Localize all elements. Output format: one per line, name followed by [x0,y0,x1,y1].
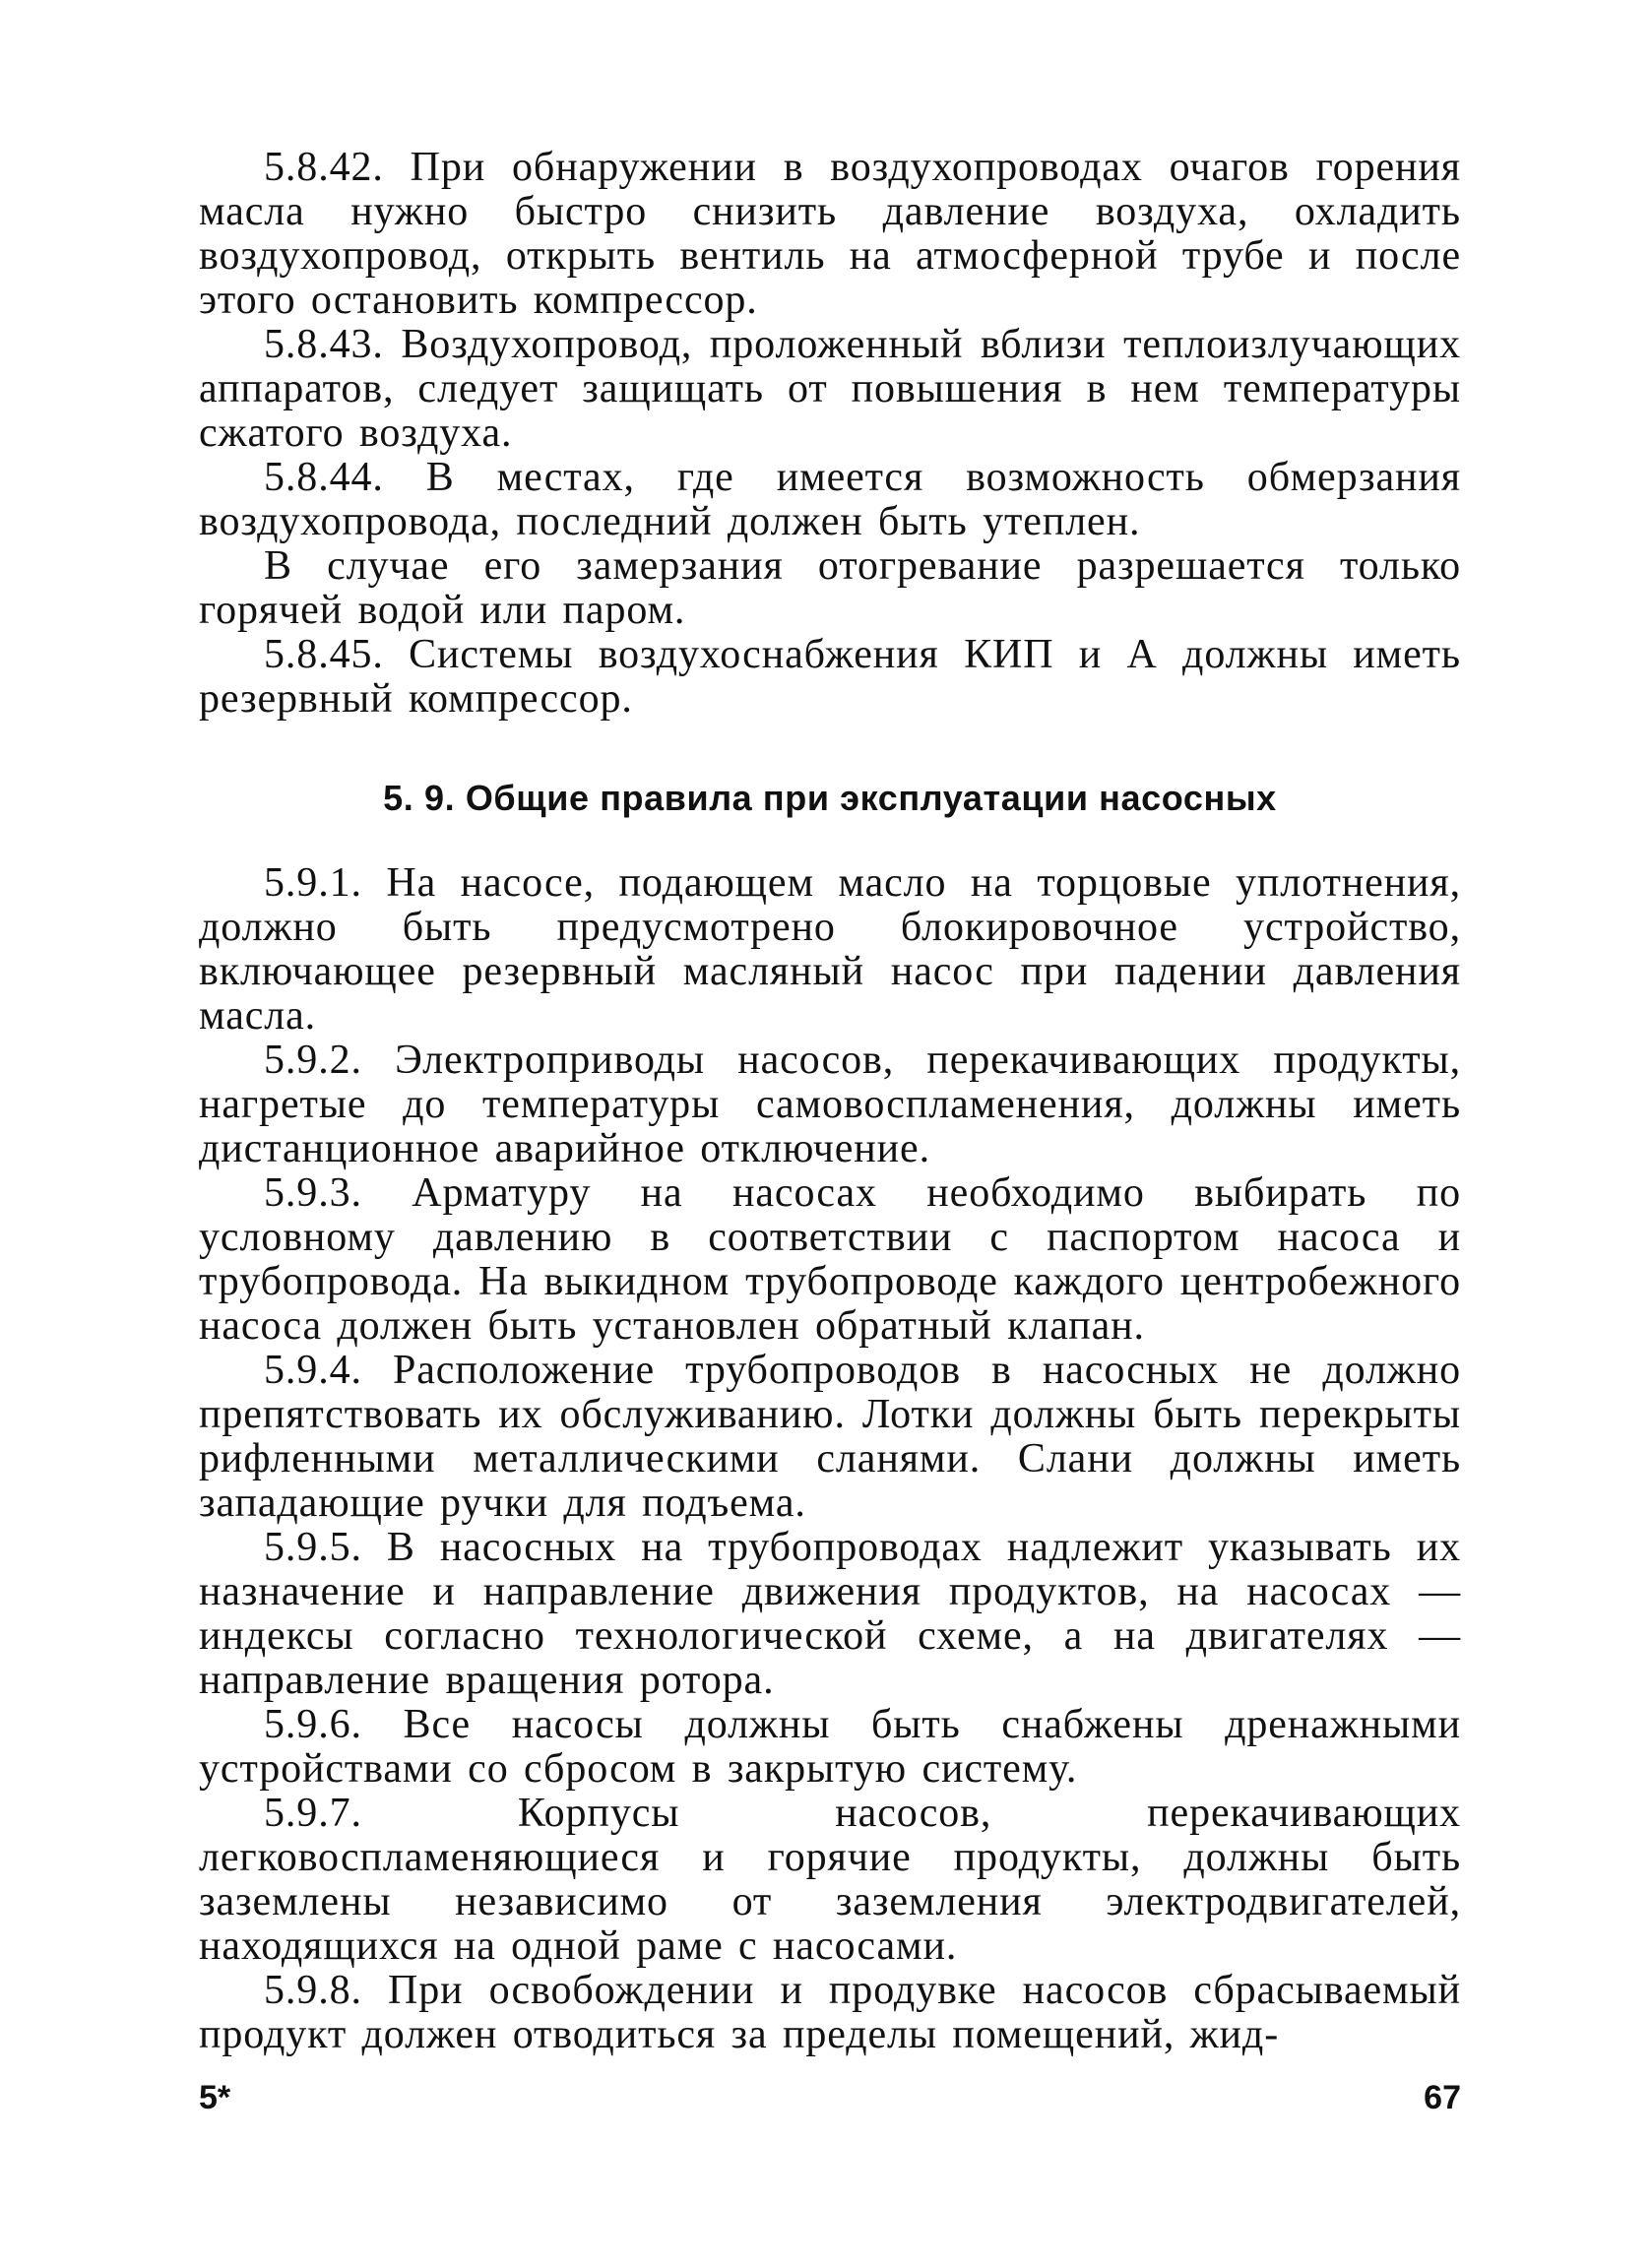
paragraph-5-9-1: 5.9.1. На насосе, подающем масло на торцовые уплотнения, должно быть предусмотрено блокировочное устройство, включающее резервный масляный насос при падении давления масла. [199,860,1461,1039]
paragraph-5-9-6: 5.9.6. Все насосы должны быть снабжены дренажными устройствами со сбросом в закрытую систему. [199,1702,1461,1792]
paragraph-5-9-8: 5.9.8. При освобождении и продувке насосов сбрасываемый продукт должен отводиться за пределы помещений, жид- [199,1968,1461,2057]
paragraph-5-8-42: 5.8.42. При обнаружении в воздухопроводах очагов горения масла нужно быстро снизить давление воздуха, охладить воздухопровод, открыть вентиль на атмосферной трубе и после этого остановить компрессор. [199,145,1461,323]
signature-mark: 5* [199,2079,231,2116]
section-title: 5. 9. Общие правила при эксплуатации насосных [383,778,1277,818]
paragraph-5-9-5: 5.9.5. В насосных на трубопроводах надлежит указывать их назначение и направление движения продуктов, на насосах — индексы согласно технологической схеме, а на двигателях — направление вращения ротора. [199,1525,1461,1703]
paragraph-5-9-2: 5.9.2. Электроприводы насосов, перекачивающих продукты, нагретые до температуры самовоспламенения, должны иметь дистанционное аварийное отключение. [199,1038,1461,1171]
paragraph-5-8-44: 5.8.44. В местах, где имеется возможность обмерзания воздухопровода, последний должен быть утеплен. [199,455,1461,544]
paragraph-5-9-4: 5.9.4. Расположение трубопроводов в насосных не должно препятствовать их обслуживанию. Лотки должны быть перекрыты рифленными металлическими сланями. Слани должны иметь западающие ручки для подъема. [199,1348,1461,1526]
paragraph-5-8-44-continued: В случае его замерзания отогревание разрешается только горячей водой или паром. [199,543,1461,633]
page-footer [199,2079,1461,2128]
paragraph-5-9-3: 5.9.3. Арматуру на насосах необходимо выбирать по условному давлению в соответствии с паспортом насоса и трубопровода. На выкидном трубопроводе каждого центробежного насоса должен быть установлен обратный клапан. [199,1170,1461,1349]
paragraph-5-9-7: 5.9.7. Корпусы насосов, перекачивающих легковоспламеняющиеся и горячие продукты, должны быть заземлены независимо от заземления электродвигателей, находящихся на одной раме с насосами. [199,1791,1461,1969]
page-body [199,146,1461,2057]
page-number: 67 [1424,2079,1461,2116]
paragraph-5-8-43: 5.8.43. Воздухопровод, проложенный вблизи теплоизлучающих аппаратов, следует защищать от повышения в нем температуры сжатого воздуха. [199,322,1461,456]
paragraph-5-8-45: 5.8.45. Системы воздухоснабжения КИП и А должны иметь резервный компрессор. [199,632,1461,722]
